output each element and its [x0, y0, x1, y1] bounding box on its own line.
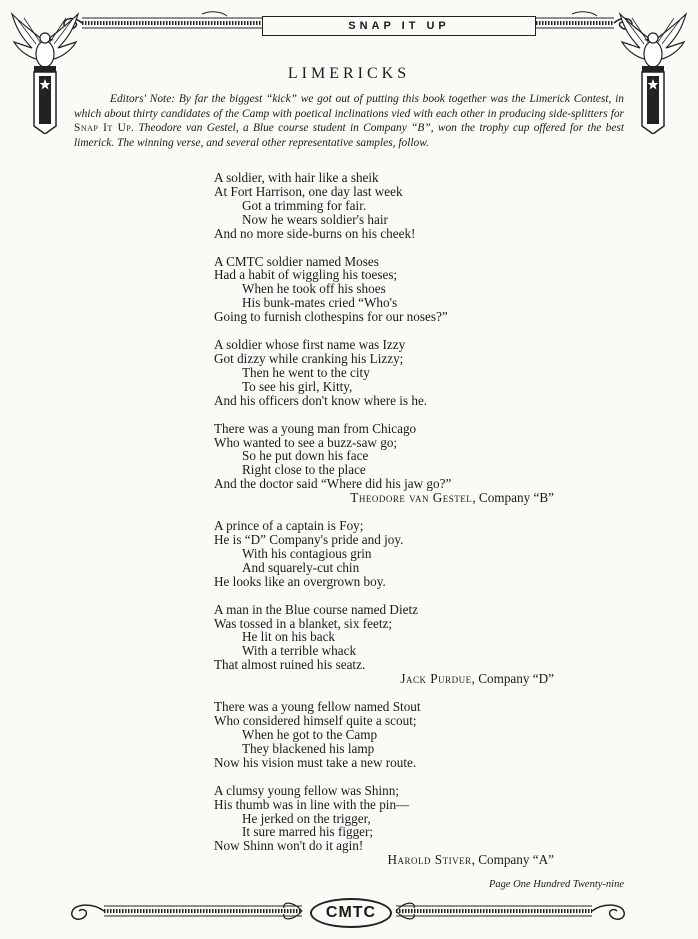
limerick-line: And the doctor said “Where did his jaw go?”: [214, 476, 452, 492]
limerick: [214, 784, 614, 868]
limerick-line: A soldier, with hair like a sheik: [214, 170, 379, 185]
limerick-line: He lit on his back: [242, 629, 336, 645]
limerick-line: To see his girl, Kitty,: [242, 378, 353, 394]
limerick-line: A prince of a captain is Foy;: [214, 518, 364, 534]
author-company: , Company “D”: [471, 671, 554, 687]
limerick: [214, 422, 614, 506]
limerick-line: And his officers don't know where is he.: [214, 392, 428, 408]
limerick-line: Got a trimming for fair.: [242, 197, 367, 213]
limerick-line: Was tossed in a blanket, six feetz;: [214, 615, 393, 631]
author-name: Theodore van Gestel: [350, 490, 473, 506]
limerick-line: Now his vision must take a new route.: [214, 754, 417, 770]
limerick-line: And squarely-cut chin: [242, 559, 360, 575]
page-title: LIMERICKS: [287, 65, 411, 82]
limerick-line: When he took off his shoes: [242, 281, 386, 297]
header-band: [52, 6, 644, 40]
footer-band: [52, 894, 644, 930]
limerick-line: He jerked on the trigger,: [242, 810, 371, 826]
limerick-line: Had a habit of wiggling his toeses;: [214, 267, 398, 283]
limerick-line: Now Shinn won't do it agin!: [214, 838, 364, 854]
limerick-line: A soldier whose first name was Izzy: [214, 337, 406, 353]
limerick-line: When he got to the Camp: [242, 727, 378, 742]
limerick: [214, 255, 614, 325]
limerick-line: There was a young fellow named Stout: [214, 699, 421, 715]
limerick-line: Right close to the place: [242, 462, 366, 478]
limerick-line: Then he went to the city: [242, 364, 370, 380]
limerick: [214, 338, 614, 408]
running-head: SNAP IT UP: [262, 16, 536, 36]
limerick: [214, 171, 614, 241]
editors-note-text-2: . Theodore van Gestel, a Blue course student in Company “B”, won the trophy cup offered for the best limerick. The winning verse, and several other representative samples, follow.: [74, 122, 625, 149]
limerick-line: So he put down his face: [242, 448, 369, 464]
book-name: Snap It Up: [74, 122, 132, 134]
limerick-line: They blackened his lamp: [242, 740, 375, 756]
limerick-line: He looks like an overgrown boy.: [214, 573, 386, 589]
limerick-line: And no more side-burns on his cheek!: [214, 225, 416, 241]
editors-note-text: By far the biggest “kick” we got out of putting this book together was the Limerick Contest, in which about thirty candidates of the Camp with poetical inclinations vied with each other in producing side-splitters for: [74, 93, 625, 120]
limerick-credit: [214, 491, 614, 505]
author-company: , Company “B”: [472, 490, 554, 506]
author-name: Jack Purdue: [400, 671, 472, 687]
limerick-line: A clumsy young fellow was Shinn;: [214, 782, 399, 798]
limerick: [214, 603, 614, 687]
limerick-line: His thumb was in line with the pin—: [214, 796, 410, 812]
limerick-line: A CMTC soldier named Moses: [214, 253, 379, 269]
editors-note: [74, 92, 624, 150]
limerick-line: Got dizzy while cranking his Lizzy;: [214, 350, 404, 366]
author-name: Harold Stiver: [387, 852, 472, 868]
cmtc-logo: CMTC: [310, 898, 392, 928]
limerick-line: He is “D” Company's pride and joy.: [214, 532, 404, 548]
limerick-line: It sure marred his figger;: [242, 824, 374, 840]
limerick-line: At Fort Harrison, one day last week: [214, 183, 403, 199]
limerick-line: With a terrible whack: [242, 643, 357, 659]
limerick-credit: [214, 853, 614, 867]
limerick-list: [214, 171, 614, 881]
limerick-line: Who wanted to see a buzz-saw go;: [214, 434, 398, 450]
limerick-line: With his contagious grin: [242, 545, 372, 561]
limerick-line: Now he wears soldier's hair: [242, 211, 388, 227]
limerick-line: Going to furnish clothespins for our noses?”: [214, 309, 448, 325]
limerick-line: His bunk-mates cried “Who's: [242, 295, 398, 311]
limerick: [214, 519, 614, 589]
page-number: Page One Hundred Twenty-nine: [488, 879, 624, 890]
limerick-line: A man in the Blue course named Dietz: [214, 601, 418, 617]
limerick-line: There was a young man from Chicago: [214, 420, 417, 436]
limerick-credit: [214, 672, 614, 686]
limerick: [214, 700, 614, 770]
author-company: , Company “A”: [471, 852, 554, 868]
limerick-line: That almost ruined his seatz.: [214, 657, 366, 673]
limerick-line: Who considered himself quite a scout;: [214, 713, 417, 729]
editors-note-label: Editors' Note:: [110, 93, 176, 105]
